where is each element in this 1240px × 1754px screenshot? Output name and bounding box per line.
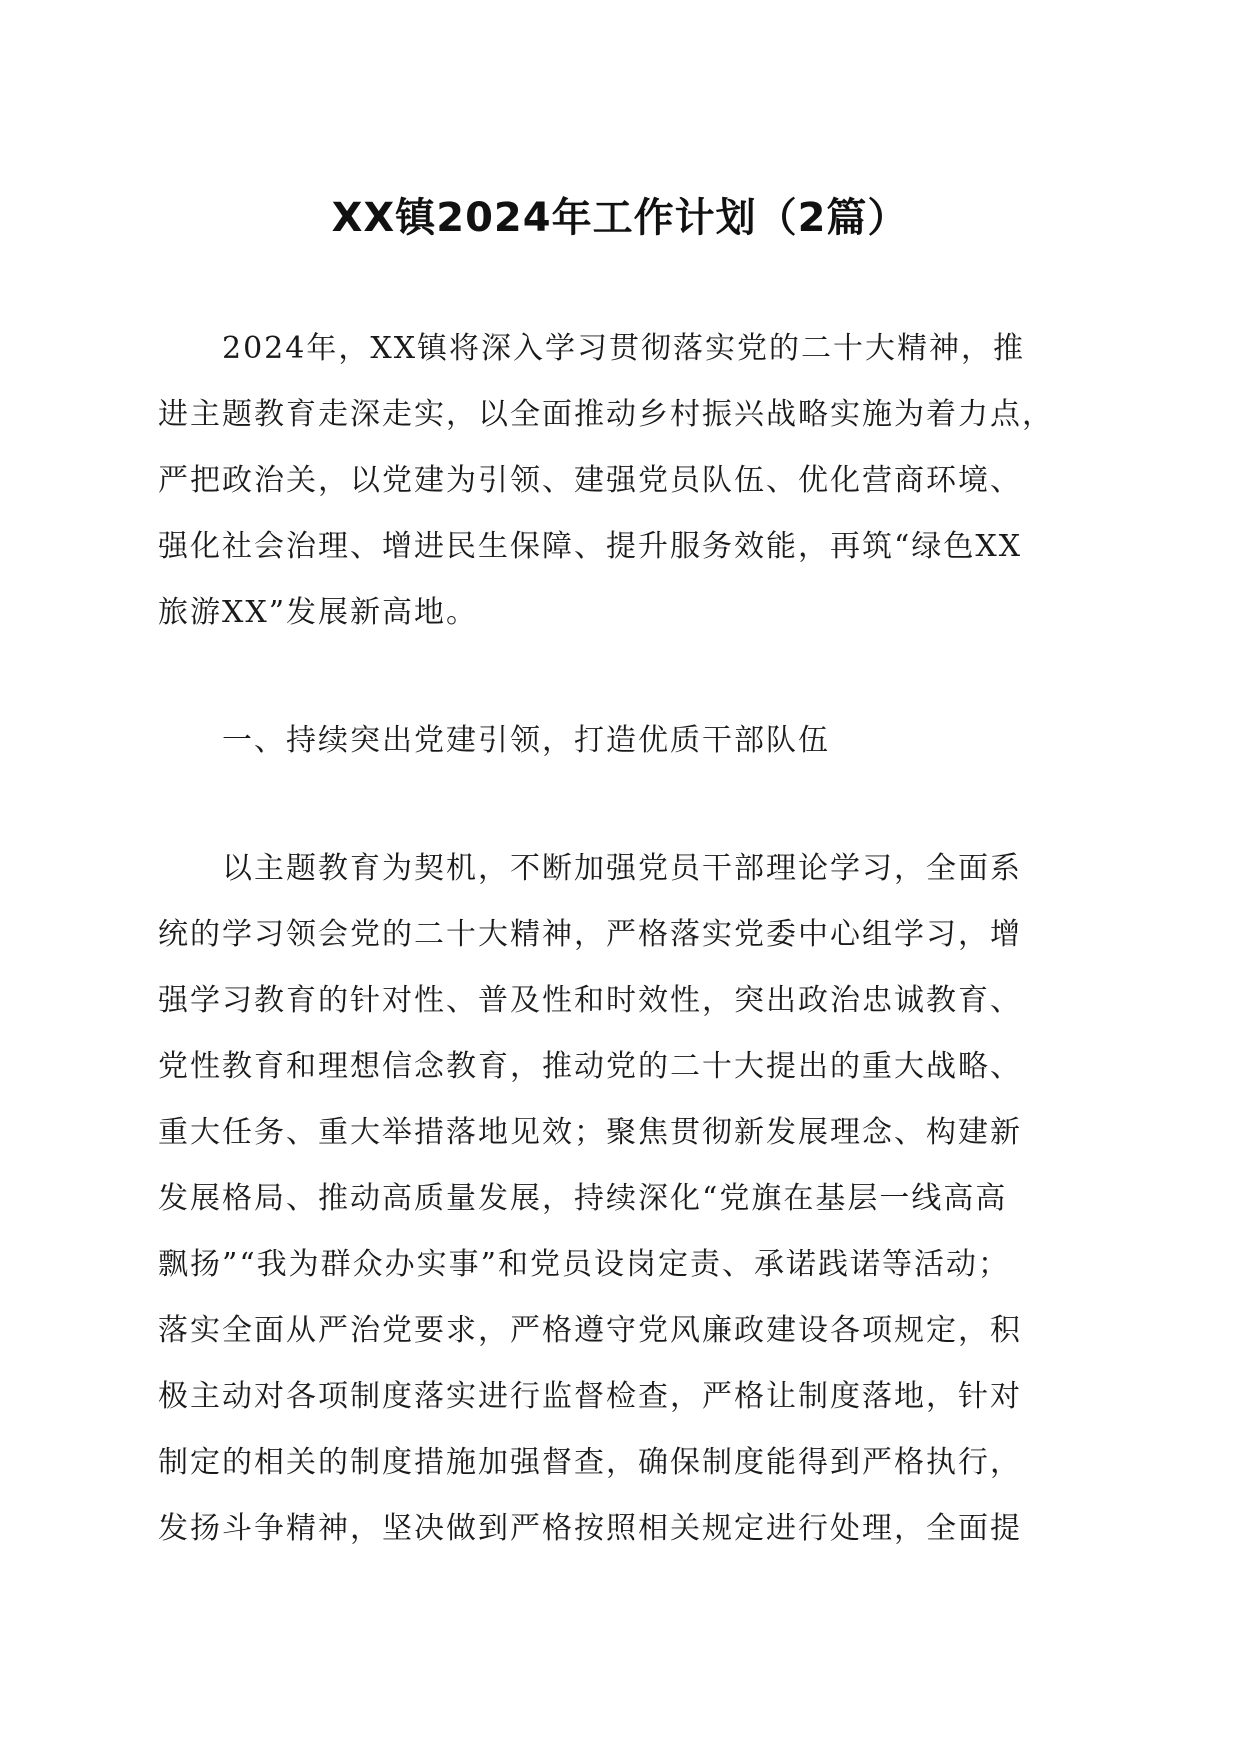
paragraph-line: 发展格局、推动高质量发展，持续深化“党旗在基层一线高高	[158, 1181, 1008, 1216]
paragraph-line: 发扬斗争精神，坚决做到严格按照相关规定进行处理，全面提	[158, 1511, 1022, 1546]
paragraph-line: 以主题教育为契机，不断加强党员干部理论学习，全面系	[158, 851, 1022, 886]
paragraph-line: 强化社会治理、增进民生保障、提升服务效能，再筑“绿色XX	[158, 529, 1023, 564]
document-title: XX镇2024年工作计划（2篇）	[331, 195, 909, 241]
intro-paragraph	[158, 316, 1088, 646]
paragraph-line: 重大任务、重大举措落地见效；聚焦贯彻新发展理念、构建新	[158, 1115, 1022, 1150]
section-heading-text: 一、持续突出党建引领，打造优质干部队伍	[158, 723, 830, 758]
paragraph-line: 党性教育和理想信念教育，推动党的二十大提出的重大战略、	[158, 1049, 1022, 1084]
section-heading	[158, 708, 1088, 774]
paragraph-line: 统的学习领会党的二十大精神，严格落实党委中心组学习，增	[158, 917, 1022, 952]
paragraph-line: 2024年，XX镇将深入学习贯彻落实党的二十大精神，推	[158, 331, 1026, 366]
paragraph-line: 进主题教育走深走实，以全面推动乡村振兴战略实施为着力点，	[158, 397, 1054, 432]
paragraph-line: 严把政治关，以党建为引领、建强党员队伍、优化营商环境、	[158, 463, 1022, 498]
paragraph-line: 旅游XX”发展新高地。	[158, 595, 479, 630]
paragraph-line: 落实全面从严治党要求，严格遵守党风廉政建设各项规定，积	[158, 1313, 1022, 1348]
section-body-paragraph	[158, 836, 1088, 1562]
paragraph-line: 制定的相关的制度措施加强督查，确保制度能得到严格执行，	[158, 1445, 1022, 1480]
paragraph-line: 极主动对各项制度落实进行监督检查，严格让制度落地，针对	[158, 1379, 1022, 1414]
paragraph-line: 飘扬”“我为群众办实事”和党员设岗定责、承诺践诺等活动；	[158, 1247, 1011, 1282]
paragraph-line: 强学习教育的针对性、普及性和时效性，突出政治忠诚教育、	[158, 983, 1022, 1018]
